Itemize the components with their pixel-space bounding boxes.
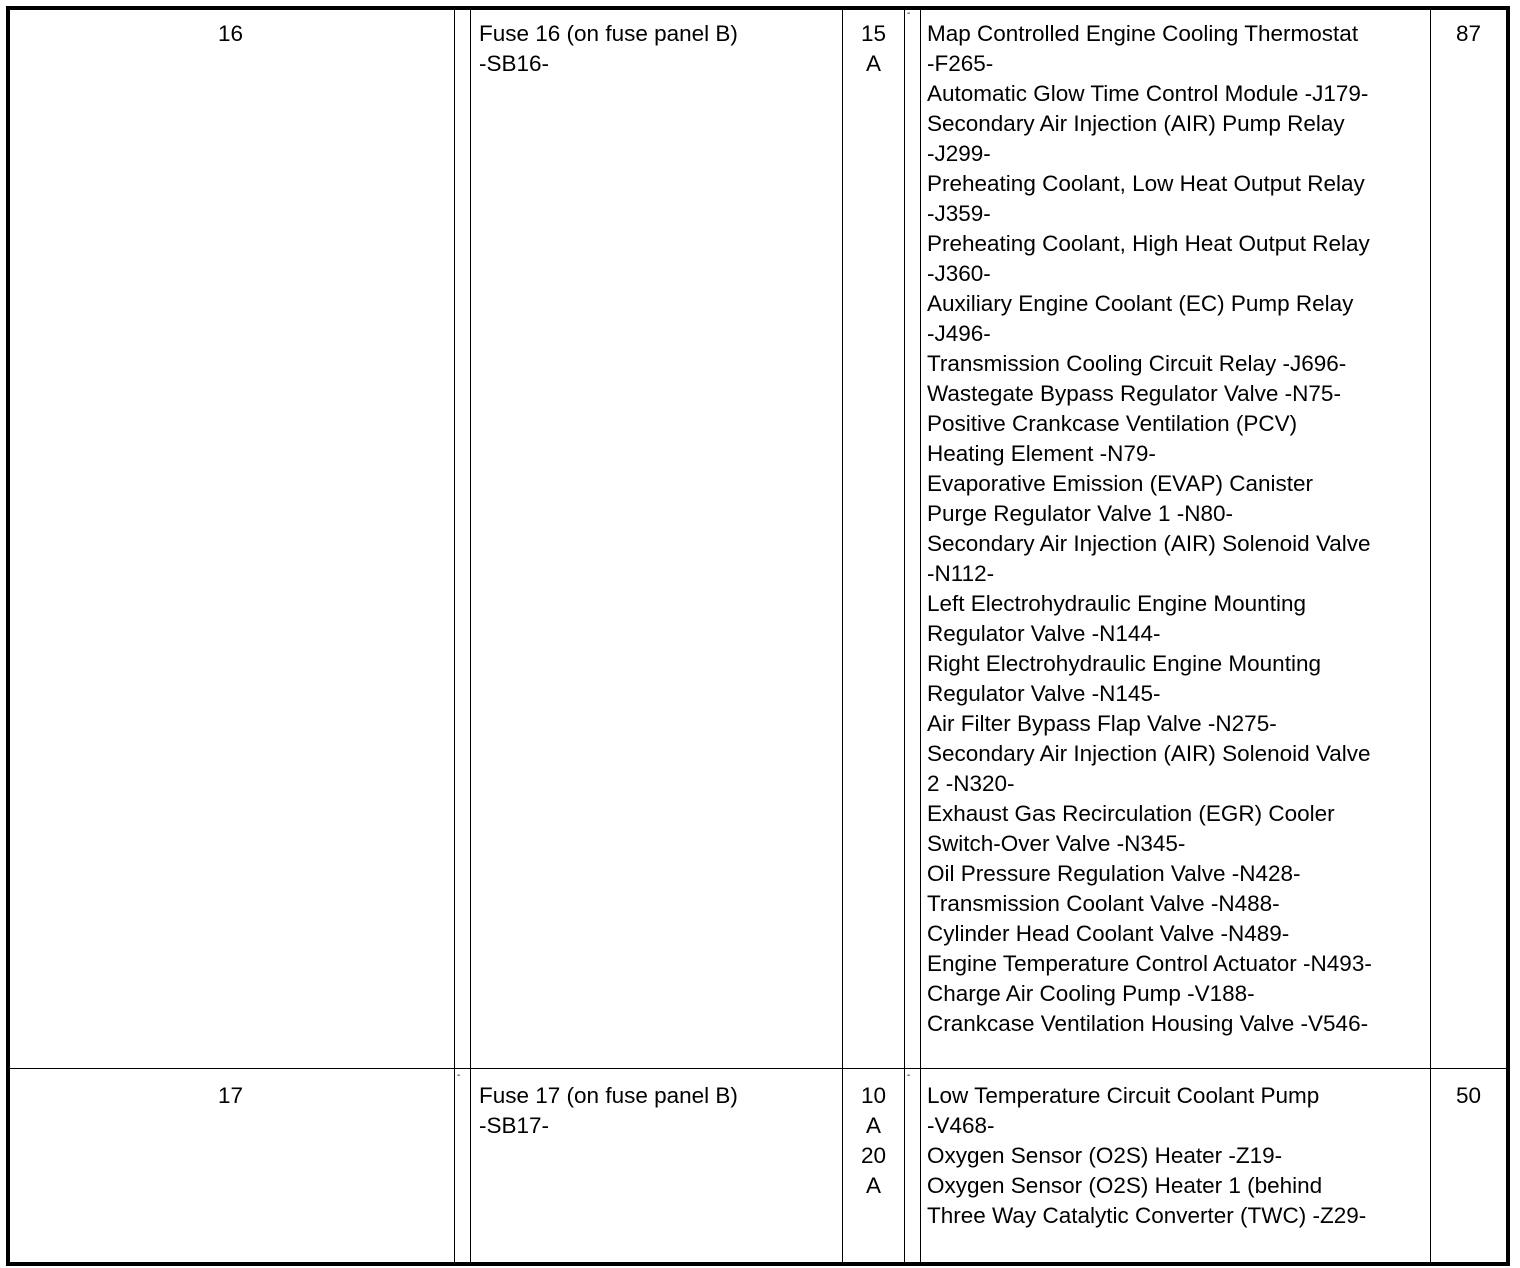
component-line: Automatic Glow Time Control Module -J179- — [927, 81, 1369, 106]
component-line: Purge Regulator Valve 1 -N80- — [927, 501, 1233, 526]
component-line: Switch-Over Valve -N345- — [927, 831, 1186, 856]
component-line: -J359- — [927, 201, 991, 226]
fuse-description-line: -SB17- — [479, 1113, 550, 1138]
fuse-description-line: Fuse 17 (on fuse panel B) — [479, 1083, 738, 1108]
fuse-description-line: -SB16- — [479, 51, 550, 76]
terminal-value: 50 — [1455, 1083, 1482, 1108]
component-line: Map Controlled Engine Cooling Thermostat — [927, 21, 1359, 46]
component-line: Exhaust Gas Recirculation (EGR) Cooler — [927, 801, 1335, 826]
component-line: -F265- — [927, 51, 994, 76]
component-line: Oil Pressure Regulation Valve -N428- — [927, 861, 1301, 886]
component-line: Positive Crankcase Ventilation (PCV) — [927, 411, 1298, 436]
component-line: Heating Element -N79- — [927, 441, 1156, 466]
component-line: Three Way Catalytic Converter (TWC) -Z29- — [927, 1203, 1367, 1228]
component-line: Secondary Air Injection (AIR) Pump Relay — [927, 111, 1345, 136]
component-line: Cylinder Head Coolant Valve -N489- — [927, 921, 1290, 946]
component-line: Oxygen Sensor (O2S) Heater -Z19- — [927, 1143, 1283, 1168]
component-line: -V468- — [927, 1113, 995, 1138]
component-line: Air Filter Bypass Flap Valve -N275- — [927, 711, 1277, 736]
spacer-mark: - — [907, 1070, 911, 1081]
component-line: -J496- — [927, 321, 991, 346]
component-line: -J360- — [927, 261, 991, 286]
amperage-line: A — [865, 1113, 881, 1138]
amperage-line: 20 — [860, 1143, 887, 1168]
fuse-number: 17 — [217, 1083, 244, 1108]
component-line: Auxiliary Engine Coolant (EC) Pump Relay — [927, 291, 1354, 316]
spacer-mark: - — [457, 1070, 461, 1081]
component-line: Transmission Coolant Valve -N488- — [927, 891, 1280, 916]
component-line: Evaporative Emission (EVAP) Canister — [927, 471, 1313, 496]
component-line: 2 -N320- — [927, 771, 1015, 796]
component-line: Preheating Coolant, Low Heat Output Relay — [927, 171, 1365, 196]
component-line: Secondary Air Injection (AIR) Solenoid Valve — [927, 531, 1371, 556]
component-line: Low Temperature Circuit Coolant Pump — [927, 1083, 1320, 1108]
spacer-mark: - — [907, 8, 911, 19]
component-line: Wastegate Bypass Regulator Valve -N75- — [927, 381, 1341, 406]
terminal-value: 87 — [1455, 21, 1482, 46]
component-line: -J299- — [927, 141, 991, 166]
amperage-line: 10 — [860, 1083, 887, 1108]
component-line: Charge Air Cooling Pump -V188- — [927, 981, 1255, 1006]
component-line: Engine Temperature Control Actuator -N493- — [927, 951, 1372, 976]
component-line: Regulator Valve -N145- — [927, 681, 1161, 706]
table-outer-border — [6, 6, 1510, 1266]
component-line: Regulator Valve -N144- — [927, 621, 1161, 646]
fuse-description-line: Fuse 16 (on fuse panel B) — [479, 21, 738, 46]
fuse-number: 16 — [217, 21, 244, 46]
component-line: Oxygen Sensor (O2S) Heater 1 (behind — [927, 1173, 1323, 1198]
amperage-line: A — [865, 1173, 881, 1198]
component-line: Right Electrohydraulic Engine Mounting — [927, 651, 1321, 676]
amperage-line: A — [865, 51, 881, 76]
component-line: -N112- — [927, 561, 995, 586]
component-line: Preheating Coolant, High Heat Output Relay — [927, 231, 1370, 256]
amperage-line: 15 — [860, 21, 887, 46]
component-line: Crankcase Ventilation Housing Valve -V546- — [927, 1011, 1369, 1036]
component-line: Left Electrohydraulic Engine Mounting — [927, 591, 1306, 616]
component-line: Transmission Cooling Circuit Relay -J696- — [927, 351, 1347, 376]
component-line: Secondary Air Injection (AIR) Solenoid Valve — [927, 741, 1371, 766]
